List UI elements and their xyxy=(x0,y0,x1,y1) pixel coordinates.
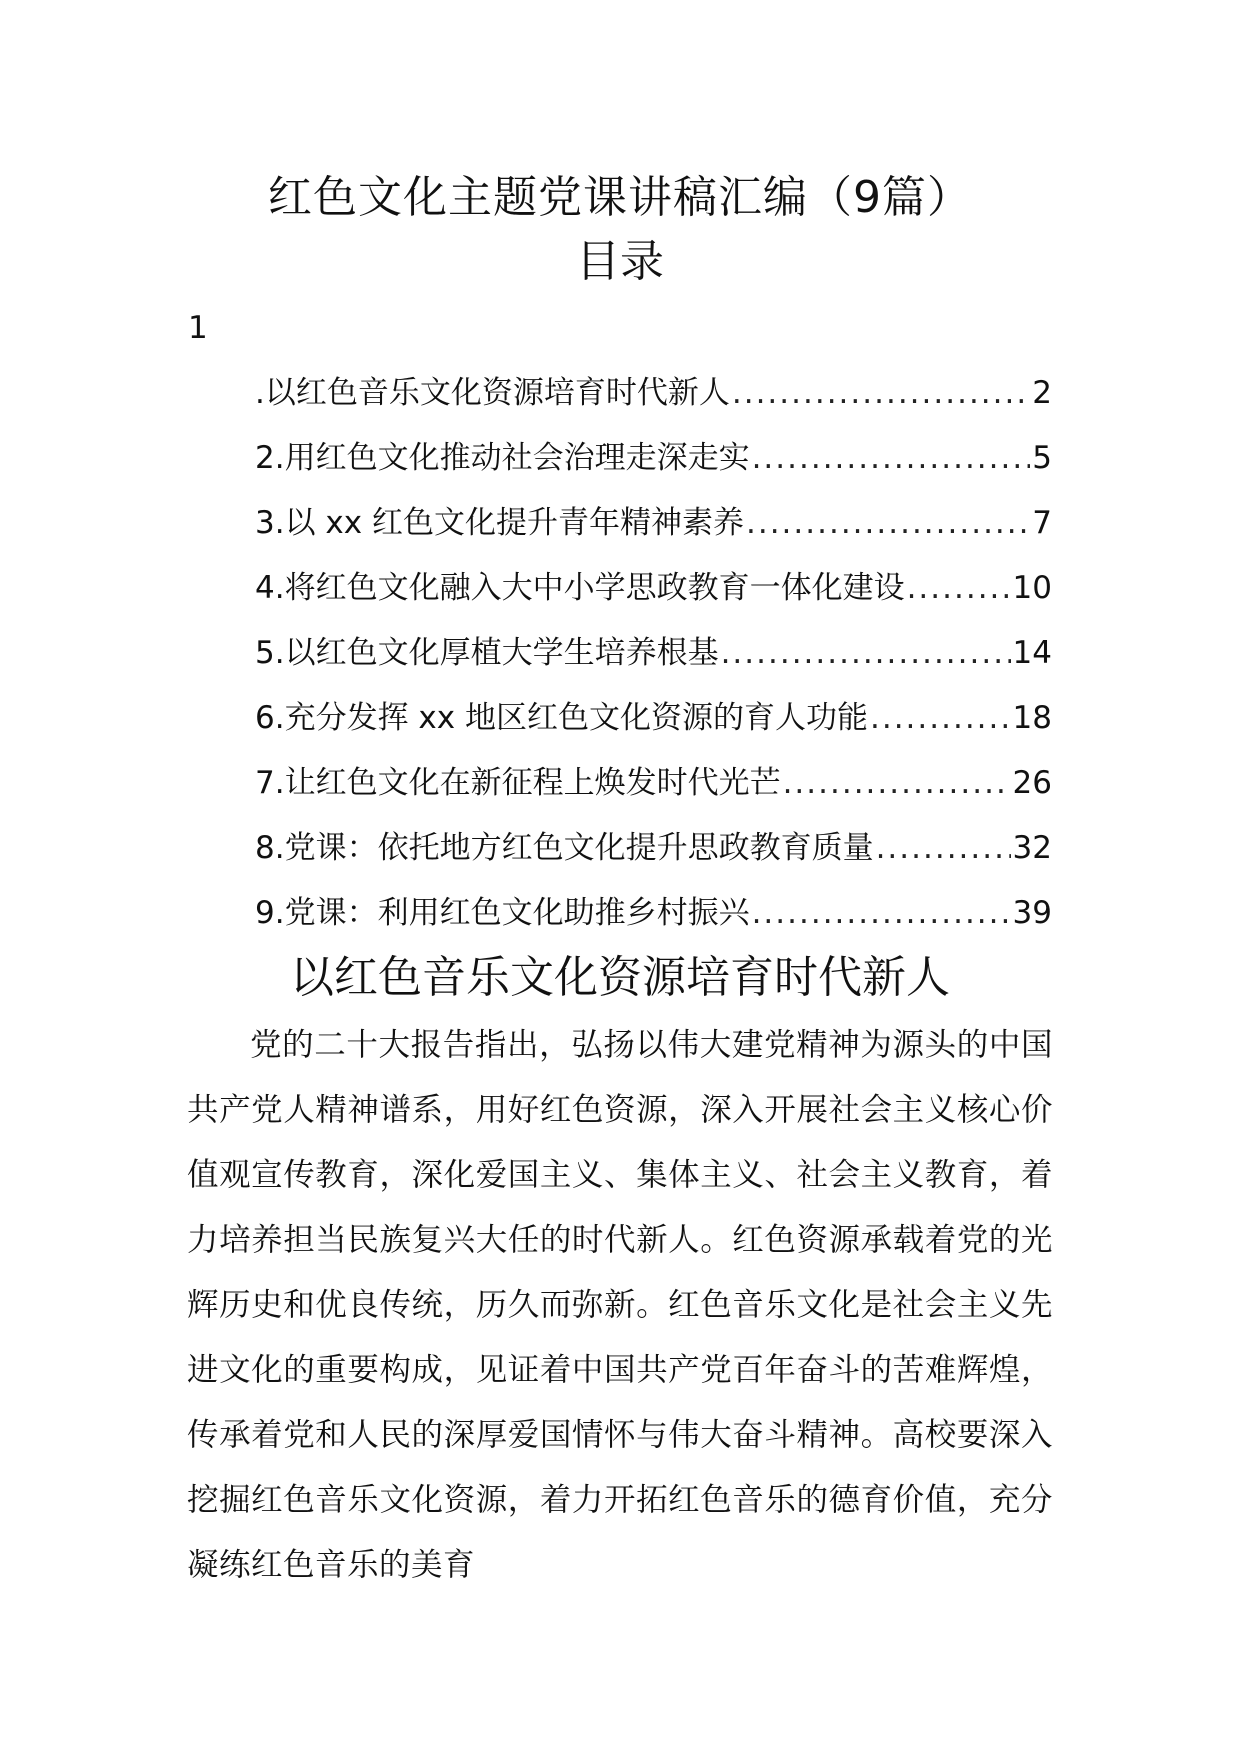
toc-entry-page: 2 xyxy=(1032,375,1052,411)
toc-entry-8[interactable] xyxy=(255,826,1052,891)
toc-entry-3[interactable] xyxy=(255,501,1052,566)
toc-entry-title: .以红色音乐文化资源培育时代新人 xyxy=(255,375,730,411)
toc-entry-page: 14 xyxy=(1012,635,1052,671)
toc-leader-dots xyxy=(732,371,1030,415)
toc-entry-title: 9.党课：利用红色文化助推乡村振兴 xyxy=(255,895,750,931)
section-title: 以红色音乐文化资源培育时代新人 xyxy=(290,952,950,1003)
toc-entry-6[interactable] xyxy=(255,696,1052,761)
toc-leader-dots xyxy=(721,631,1011,675)
document-title: 红色文化主题党课讲稿汇编（9篇） xyxy=(268,172,972,223)
toc-entry-title: 6.充分发挥 xx 地区红色文化资源的育人功能 xyxy=(255,700,868,736)
toc-leader-dots xyxy=(876,826,1011,870)
toc-entry-page: 18 xyxy=(1012,700,1052,736)
body-paragraph: 党的二十大报告指出，弘扬以伟大建党精神为源头的中国共产党人精神谱系，用好红色资源，深入开展社会主义核心价值观宣传教育，深化爱国主义、集体主义、社会主义教育，着力培养担当民族复兴大任的时代新人。红色资源承载着党的光辉历史和优良传统，历久而弥新。红色音乐文化是社会主义先进文化的重要构成，见证着中国共产党百年奋斗的苦难辉煌，传承着党和人民的深厚爱国情怀与伟大奋斗精神。高校要深入挖掘红色音乐文化资源，着力开拓红色音乐的德育价值，充分凝练红色音乐的美育 xyxy=(187,1027,1053,1583)
toc-entry-title: 7.让红色文化在新征程上焕发时代光芒 xyxy=(255,765,781,801)
toc-leader-dots xyxy=(907,566,1011,610)
toc-entry-9[interactable] xyxy=(255,891,1052,956)
toc-entry-7[interactable] xyxy=(255,761,1052,826)
toc-leader-dots xyxy=(752,436,1031,480)
toc-entry-title: 4.将红色文化融入大中小学思政教育一体化建设 xyxy=(255,570,905,606)
toc-leader-dots xyxy=(870,696,1011,740)
toc-entry-title: 5.以红色文化厚植大学生培养根基 xyxy=(255,635,719,671)
toc-leader-dots xyxy=(746,501,1030,545)
toc-leader-dots xyxy=(752,891,1011,935)
toc-entry-4[interactable] xyxy=(255,566,1052,631)
toc-entry-page: 39 xyxy=(1012,895,1052,931)
toc-entry-page: 26 xyxy=(1012,765,1052,801)
toc-marker: 1 xyxy=(188,310,208,346)
toc-entry-page: 32 xyxy=(1012,830,1052,866)
toc-heading: 目录 xyxy=(576,236,664,287)
toc-leader-dots xyxy=(783,761,1011,805)
toc-entry-2[interactable] xyxy=(255,436,1052,501)
toc-entry-title: 8.党课：依托地方红色文化提升思政教育质量 xyxy=(255,830,874,866)
toc-entry-page: 10 xyxy=(1012,570,1052,606)
toc-entry-title: 3.以 xx 红色文化提升青年精神素养 xyxy=(255,505,744,541)
toc-entry-1[interactable] xyxy=(255,371,1052,436)
toc-entry-page: 7 xyxy=(1032,505,1052,541)
toc-entry-5[interactable] xyxy=(255,631,1052,696)
table-of-contents xyxy=(255,371,1052,956)
toc-entry-page: 5 xyxy=(1032,440,1052,476)
toc-entry-title: 2.用红色文化推动社会治理走深走实 xyxy=(255,440,750,476)
